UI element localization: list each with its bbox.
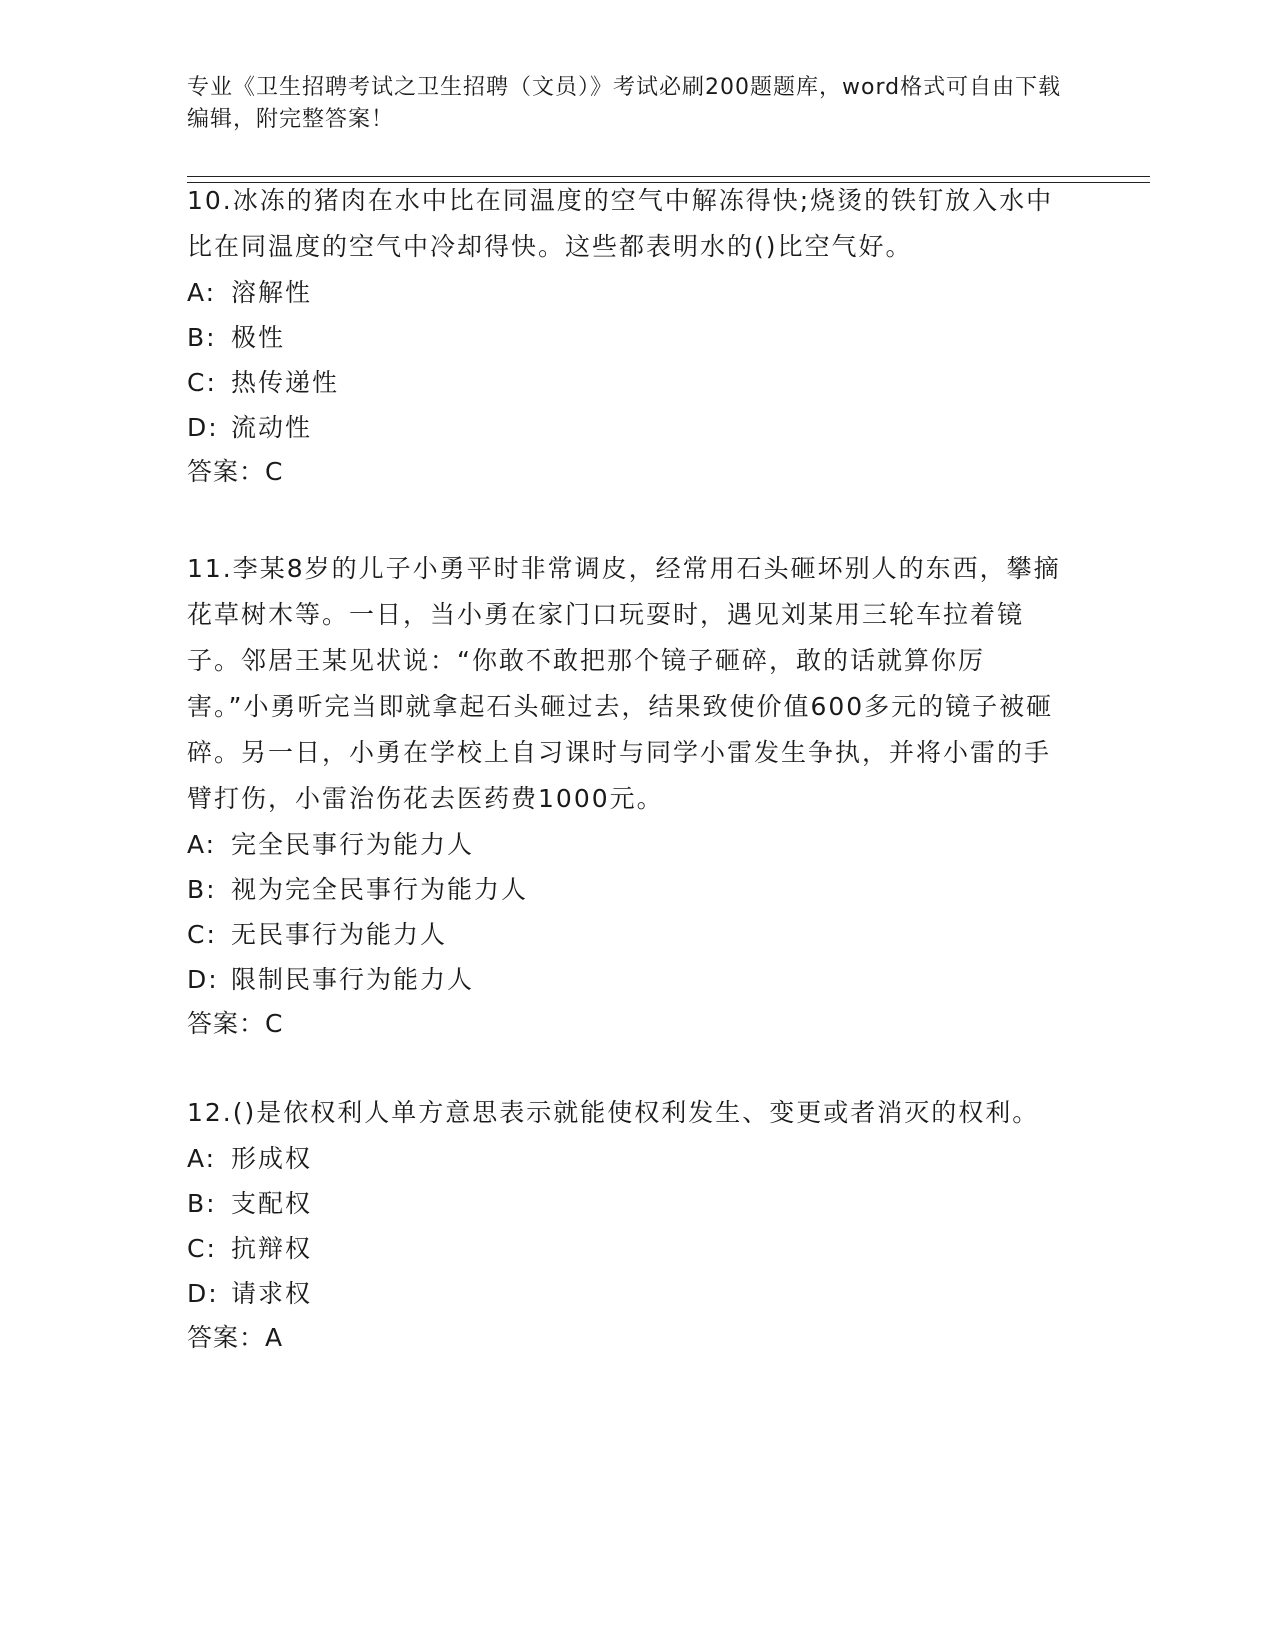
option-d [187,1271,1067,1316]
answer: 答案：C [187,457,284,486]
option-text: 抗辩权 [231,1234,313,1263]
option-text: 视为完全民事行为能力人 [231,875,529,904]
question-10 [187,178,1067,494]
option-text: 支配权 [231,1189,313,1218]
header-divider-top [187,176,1150,177]
question-stem: 11.李某8岁的儿子小勇平时非常调皮，经常用石头砸坏别人的东西，攀摘花草树木等。一日，当小勇在家门口玩耍时，遇见刘某用三轮车拉着镜子。邻居王某见状说：“你敢不敢把那个镜子砸碎，敢的话就算你厉害。”小勇听完当即就拿起石头砸过去，结果致使价值600多元的镜子被砸碎。另一日，小勇在学校上自习课时与同学小雷发生争执，并将小雷的手臂打伤，小雷治伤花去医药费1000元。 [187,554,1061,813]
option-text: 请求权 [231,1279,313,1308]
option-b [187,315,1067,360]
option-text: 流动性 [231,413,313,442]
option-letter: D: [187,1279,219,1308]
option-a [187,822,1067,867]
question-12 [187,1090,1067,1360]
option-letter: B: [187,875,217,904]
document-header: 专业《卫生招聘考试之卫生招聘（文员）》考试必刷200题题库，word格式可自由下载编辑，附完整答案！ [187,75,1062,132]
option-letter: B: [187,323,217,352]
option-a [187,270,1067,315]
option-text: 溶解性 [231,278,313,307]
option-b [187,1181,1067,1226]
option-letter: A: [187,278,217,307]
option-text: 形成权 [231,1144,313,1173]
answer: 答案：C [187,1009,284,1038]
option-b [187,867,1067,912]
question-stem: 10.冰冻的猪肉在水中比在同温度的空气中解冻得快;烧烫的铁钉放入水中比在同温度的空气中冷却得快。这些都表明水的()比空气好。 [187,186,1054,261]
option-text: 热传递性 [231,368,340,397]
option-c [187,360,1067,405]
question-11 [187,546,1067,1046]
option-d [187,957,1067,1002]
question-stem: 12.()是依权利人单方意思表示就能使权利发生、变更或者消灭的权利。 [187,1098,1040,1127]
option-text: 完全民事行为能力人 [231,830,475,859]
option-letter: C: [187,920,217,949]
option-letter: B: [187,1189,217,1218]
option-text: 限制民事行为能力人 [231,965,475,994]
option-c [187,912,1067,957]
option-letter: A: [187,830,217,859]
option-a [187,1136,1067,1181]
answer: 答案：A [187,1323,284,1352]
option-text: 极性 [231,323,286,352]
option-letter: A: [187,1144,217,1173]
option-letter: D: [187,413,219,442]
option-letter: C: [187,368,217,397]
option-letter: D: [187,965,219,994]
option-c [187,1226,1067,1271]
option-text: 无民事行为能力人 [231,920,448,949]
option-letter: C: [187,1234,217,1263]
option-d [187,405,1067,450]
